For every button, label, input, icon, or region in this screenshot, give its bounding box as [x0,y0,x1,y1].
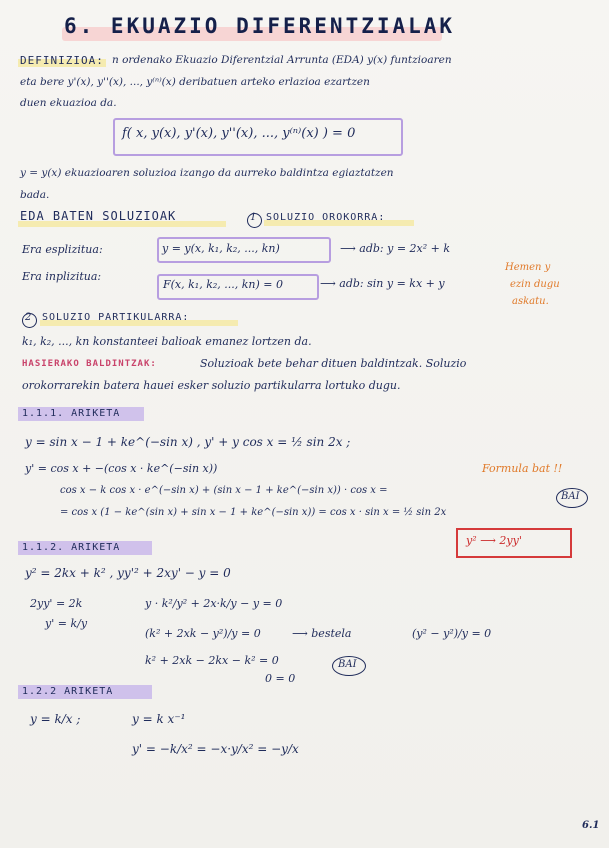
eda-heading: EDA BATEN SOLUZIOAK [20,209,177,223]
definition-line-2: eta bere y'(x), y''(x), ..., y⁽ⁿ⁾(x) deribatuen arteko erlazioa ezartzen [20,76,370,88]
explicit-formula: y = y(x, k₁, k₂, ..., kn) [162,242,280,255]
ex1-line-4: = cos x (1 − ke^(sin x) + sin x − 1 + ke^(−sin x)) = cos x · sin x = ½ sin 2x [60,507,447,518]
implicit-example: ⟶ adb: sin y = kx + y [320,277,445,290]
ex2-bai: BAI [338,659,357,670]
ex2-red-box-text: y² ⟶ 2yy' [466,534,522,547]
definition-label: DEFINIZIOA: [20,54,104,67]
particular-line-2: Soluzioak bete behar dituen baldintzak. Soluzio [200,357,467,370]
page-number: 6.1 [582,820,600,831]
particular-line-3: orokorrarekin batera hauei esker soluzio partikularra lortuko dugu. [22,379,401,392]
ex1-note: Formula bat !! [482,462,563,475]
ex2-right-1: y · k²/y² + 2x·k/y − y = 0 [145,597,283,610]
ex3-right-2: y' = −k/x² = −x·y/x² = −y/x [132,742,299,756]
ex2-bestela: ⟶ bestela [292,627,352,640]
number-2: 2 [25,312,32,323]
definition-line-3: duen ekuazioa da. [20,97,117,109]
implicit-label: Era inplizitua: [22,270,102,283]
ex1-line-3: cos x − k cos x · e^(−sin x) + (sin x − 1 + ke^(−sin x)) · cos x = [60,485,388,496]
ex2-right-4: 0 = 0 [265,672,296,685]
particular-solution-heading: SOLUZIO PARTIKULARRA: [42,312,190,323]
ex2-right-3: k² + 2xk − 2kx − k² = 0 [145,654,279,667]
explicit-example: ⟶ adb: y = 2x² + k [340,242,451,255]
general-formula: f( x, y(x), y'(x), y''(x), ..., y⁽ⁿ⁾(x) ) = 0 [122,126,356,141]
ex2-line-2: 2yy' = 2k [30,597,83,610]
ex2-right-2: (k² + 2xk − y²)/y = 0 [145,627,261,640]
particular-line-1: k₁, k₂, ..., kn konstanteei balioak emanez lortzen da. [22,335,312,348]
page-title: 6. EKUAZIO DIFERENTZIALAK [64,14,456,38]
solution-line-2: bada. [20,189,50,201]
side-note-2: ezin dugu [510,279,560,290]
solution-line-1: y = y(x) ekuazioaren soluzioa izango da aurreko baldintza egiaztatzen [20,167,394,179]
implicit-formula: F(x, k₁, k₂, ..., kn) = 0 [163,278,283,291]
side-note-1: Hemen y [505,262,551,273]
number-1: 1 [250,212,257,223]
ex2-label: 1.1.2. ARIKETA [22,542,121,553]
ex1-label: 1.1.1. ARIKETA [22,408,121,419]
general-solution-heading: SOLUZIO OROKORRA: [266,212,386,223]
ex1-bai: BAI [561,491,580,502]
side-note-3: askatu. [512,296,549,307]
ex3-label: 1.2.2 ARIKETA [22,686,114,697]
ex3-line-1: y = k/x ; [30,712,81,726]
ex2-line-3: y' = k/y [45,617,88,630]
explicit-label: Era esplizitua: [22,243,103,256]
ex1-line-2: y' = cos x + −(cos x · ke^(−sin x)) [25,462,218,475]
ex2-bestela-eq: (y² − y²)/y = 0 [412,627,492,640]
ex2-line-1: y² = 2kx + k² , yy'² + 2xy' − y = 0 [25,566,231,580]
definition-line-1: n ordenako Ekuazio Diferentzial Arrunta (EDA) y(x) funtzioaren [112,54,452,66]
ex1-line-1: y = sin x − 1 + ke^(−sin x) , y' + y cos x = ½ sin 2x ; [25,435,351,449]
initial-conditions-label: HASIERAKO BALDINTZAK: [22,359,157,369]
ex3-right-1: y = k x⁻¹ [132,712,186,726]
